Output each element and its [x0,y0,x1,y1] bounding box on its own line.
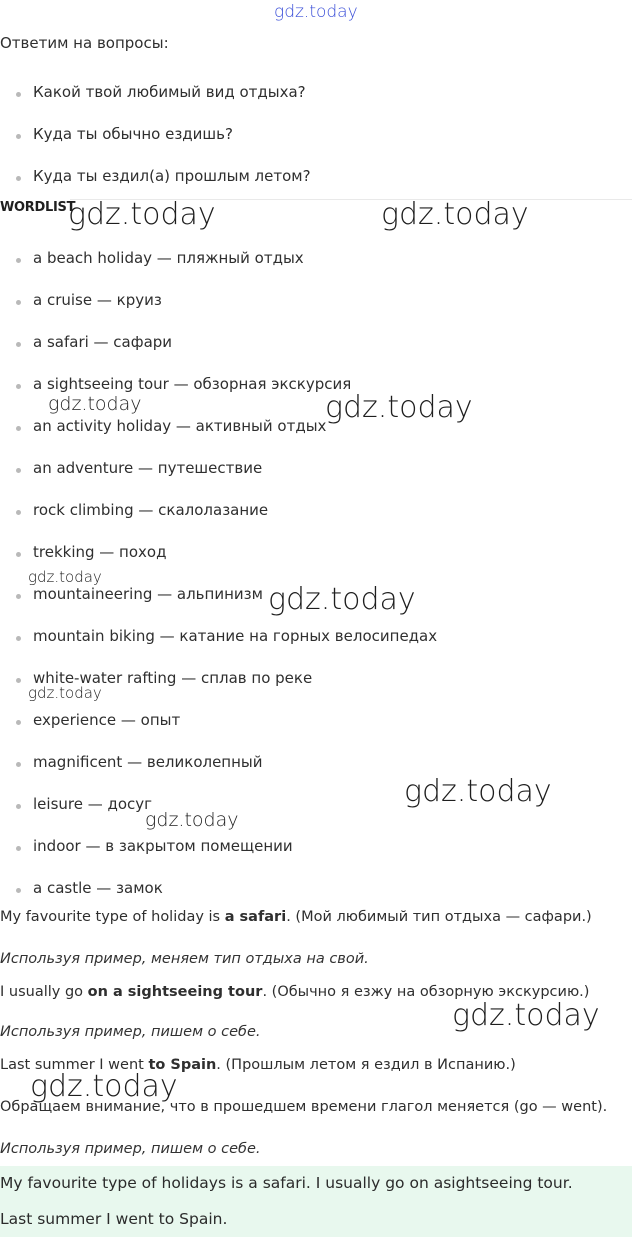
watermark: gdz.today [145,809,239,831]
question-item: Какой твой любимый вид отдыха? [33,83,306,101]
wordlist-item: a safari — сафари [33,333,173,351]
example-text: My favourite type of holiday is [0,909,225,925]
wordlist-item: trekking — поход [33,543,167,561]
example-sentence [0,909,592,925]
wordlist-item: mountain biking — катание на горных велосипедах [33,627,438,645]
question-item: Куда ты ездил(а) прошлым летом? [33,167,311,185]
wordlist-item: experience — опыт [33,711,181,729]
watermark: gdz.today [48,393,142,415]
bullet-icon [16,552,21,557]
bullet-icon [16,176,21,181]
example-text: . (Обычно я езжу на обзорную экскурсию.) [262,984,590,1000]
example-text: I usually go [0,984,88,1000]
bullet-icon [16,342,21,347]
watermark: gdz.today [30,1069,178,1104]
bullet-icon [16,594,21,599]
watermark: gdz.today [28,684,102,702]
watermark: gdz.today [68,197,216,232]
wordlist-item: indoor — в закрытом помещении [33,837,293,855]
answer-line: My favourite type of holidays is a safari. I usually go on asightseeing tour. [0,1174,573,1192]
watermark: gdz.today [404,774,552,809]
watermark: gdz.today [381,197,529,232]
bullet-icon [16,510,21,515]
bullet-icon [16,888,21,893]
bullet-icon [16,846,21,851]
wordlist-item: a beach holiday — пляжный отдых [33,249,304,267]
watermark: gdz.today [28,568,102,586]
wordlist-item: magnificent — великолепный [33,753,263,771]
wordlist-item: white-water rafting — сплав по реке [33,669,313,687]
wordlist-item: a castle — замок [33,879,163,897]
bullet-icon [16,804,21,809]
watermark: gdz.today [268,582,416,617]
question-item: Куда ты обычно ездишь? [33,125,233,143]
wordlist-item: leisure — досуг [33,795,153,813]
bullet-icon [16,762,21,767]
example-text: Last summer I went [0,1057,149,1073]
wordlist-item: rock climbing — скалолазание [33,501,269,519]
example-highlight: to Spain [148,1057,217,1073]
wordlist-item: a sightseeing tour — обзорная экскурсия [33,375,352,393]
example-highlight: on a sightseeing tour [87,984,263,1000]
watermark: gdz.today [325,390,473,425]
example-text: . (Мой любимый тип отдыха — сафари.) [286,909,592,925]
instruction-note: Используя пример, пишем о себе. [0,1141,261,1157]
intro-text: Ответим на вопросы: [0,34,169,52]
answer-line: Last summer I went to Spain. [0,1210,228,1228]
wordlist-item: an adventure — путешествие [33,459,263,477]
bullet-icon [16,426,21,431]
bullet-icon [16,636,21,641]
grammar-note: Обращаем внимание, что в прошедшем времени глагол меняется (go — went). [0,1099,608,1115]
bullet-icon [16,384,21,389]
bullet-icon [16,300,21,305]
wordlist-item: a cruise — круиз [33,291,162,309]
instruction-note: Используя пример, пишем о себе. [0,1024,261,1040]
example-text: . (Прошлым летом я ездил в Испанию.) [216,1057,516,1073]
watermark-top: gdz.today [274,2,358,22]
example-highlight: a safari [224,909,287,925]
instruction-note: Используя пример, меняем тип отдыха на свой. [0,951,369,967]
bullet-icon [16,92,21,97]
bullet-icon [16,468,21,473]
watermark: gdz.today [452,998,600,1033]
wordlist-item: an activity holiday — активный отдых [33,417,327,435]
bullet-icon [16,678,21,683]
bullet-icon [16,258,21,263]
bullet-icon [16,134,21,139]
bullet-icon [16,720,21,725]
wordlist-item: mountaineering — альпинизм [33,585,263,603]
wordlist-heading: WORDLIST [0,200,76,215]
